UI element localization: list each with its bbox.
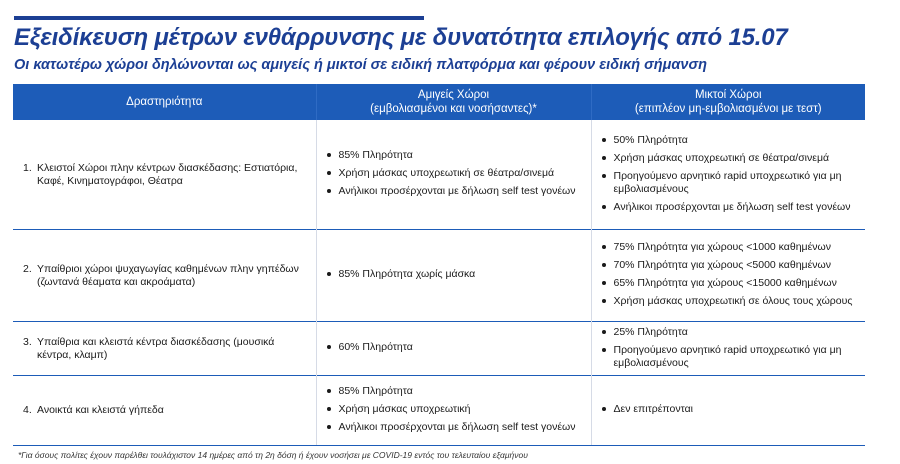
title-accent-line bbox=[14, 16, 424, 20]
page-title: Εξειδίκευση μέτρων ενθάρρυνσης με δυνατότητα επιλογής από 15.07 bbox=[14, 24, 788, 51]
list-item: 70% Πληρότητα για χώρους <5000 καθημένων bbox=[600, 259, 860, 272]
measures-table bbox=[13, 84, 865, 446]
list-item: 50% Πληρότητα bbox=[600, 134, 860, 147]
activity-cell: 1. Κλειστοί Χώροι πλην κέντρων διασκέδασης: Εστιατόρια, Καφέ, Κινηματογράφοι, Θέατρα bbox=[13, 120, 316, 230]
pure-cell bbox=[316, 376, 591, 446]
table-header-row bbox=[13, 84, 865, 120]
list-item: Προηγούμενο αρνητικό rapid υποχρεωτικό για μη εμβολιασμένους bbox=[600, 170, 860, 196]
list-item: 60% Πληρότητα bbox=[325, 341, 585, 354]
list-item: 85% Πληρότητα bbox=[325, 149, 585, 162]
list-item: Δεν επιτρέπονται bbox=[600, 403, 860, 416]
column-header-activity: Δραστηριότητα bbox=[13, 84, 316, 120]
list-item: Προηγούμενο αρνητικό rapid υποχρεωτικό για μη εμβολιασμένους bbox=[600, 344, 860, 370]
footnote: *Για όσους πολίτες έχουν παρέλθει τουλάχιστον 14 ημέρες από τη 2η δόση ή έχουν νοσήσει με COVID-19 εντός του τελευταίου εξαμήνου bbox=[18, 450, 528, 460]
table-row bbox=[13, 322, 865, 376]
mixed-cell bbox=[591, 120, 865, 230]
list-item: 25% Πληρότητα bbox=[600, 326, 860, 339]
table-row bbox=[13, 376, 865, 446]
list-item: Ανήλικοι προσέρχονται με δήλωση self test γονέων bbox=[325, 185, 585, 198]
list-item: Ανήλικοι προσέρχονται με δήλωση self test γονέων bbox=[325, 421, 585, 434]
pure-cell bbox=[316, 322, 591, 376]
mixed-cell bbox=[591, 376, 865, 446]
column-header-mixed: Μικτοί Χώροι (επιπλέον μη-εμβολιασμένοι με τεστ) bbox=[591, 84, 865, 120]
pure-cell bbox=[316, 230, 591, 322]
mixed-cell bbox=[591, 322, 865, 376]
mixed-cell bbox=[591, 230, 865, 322]
column-header-pure: Αμιγείς Χώροι (εμβολιασμένοι και νοσήσαντες)* bbox=[316, 84, 591, 120]
list-item: Χρήση μάσκας υποχρεωτική σε θέατρα/σινεμά bbox=[600, 152, 860, 165]
page-subtitle: Οι κατωτέρω χώροι δηλώνονται ως αμιγείς ή μικτοί σε ειδική πλατφόρμα και φέρουν ειδική σήμανση bbox=[14, 57, 707, 73]
pure-cell bbox=[316, 120, 591, 230]
activity-cell: 3. Υπαίθρια και κλειστά κέντρα διασκέδασης (μουσικά κέντρα, κλαμπ) bbox=[13, 322, 316, 376]
list-item: Χρήση μάσκας υποχρεωτική σε όλους τους χώρους bbox=[600, 295, 860, 308]
list-item: 65% Πληρότητα για χώρους <15000 καθημένων bbox=[600, 277, 860, 290]
list-item: Χρήση μάσκας υποχρεωτική bbox=[325, 403, 585, 416]
table-row bbox=[13, 230, 865, 322]
list-item: 85% Πληρότητα bbox=[325, 385, 585, 398]
list-item: Χρήση μάσκας υποχρεωτική σε θέατρα/σινεμά bbox=[325, 167, 585, 180]
activity-cell: 4. Ανοικτά και κλειστά γήπεδα bbox=[13, 376, 316, 446]
list-item: Ανήλικοι προσέρχονται με δήλωση self test γονέων bbox=[600, 201, 860, 214]
list-item: 85% Πληρότητα χωρίς μάσκα bbox=[325, 268, 585, 281]
list-item: 75% Πληρότητα για χώρους <1000 καθημένων bbox=[600, 241, 860, 254]
activity-cell: 2. Υπαίθριοι χώροι ψυχαγωγίας καθημένων πλην γηπέδων (ζωντανά θέαματα και ακροάματα) bbox=[13, 230, 316, 322]
table-row bbox=[13, 120, 865, 230]
